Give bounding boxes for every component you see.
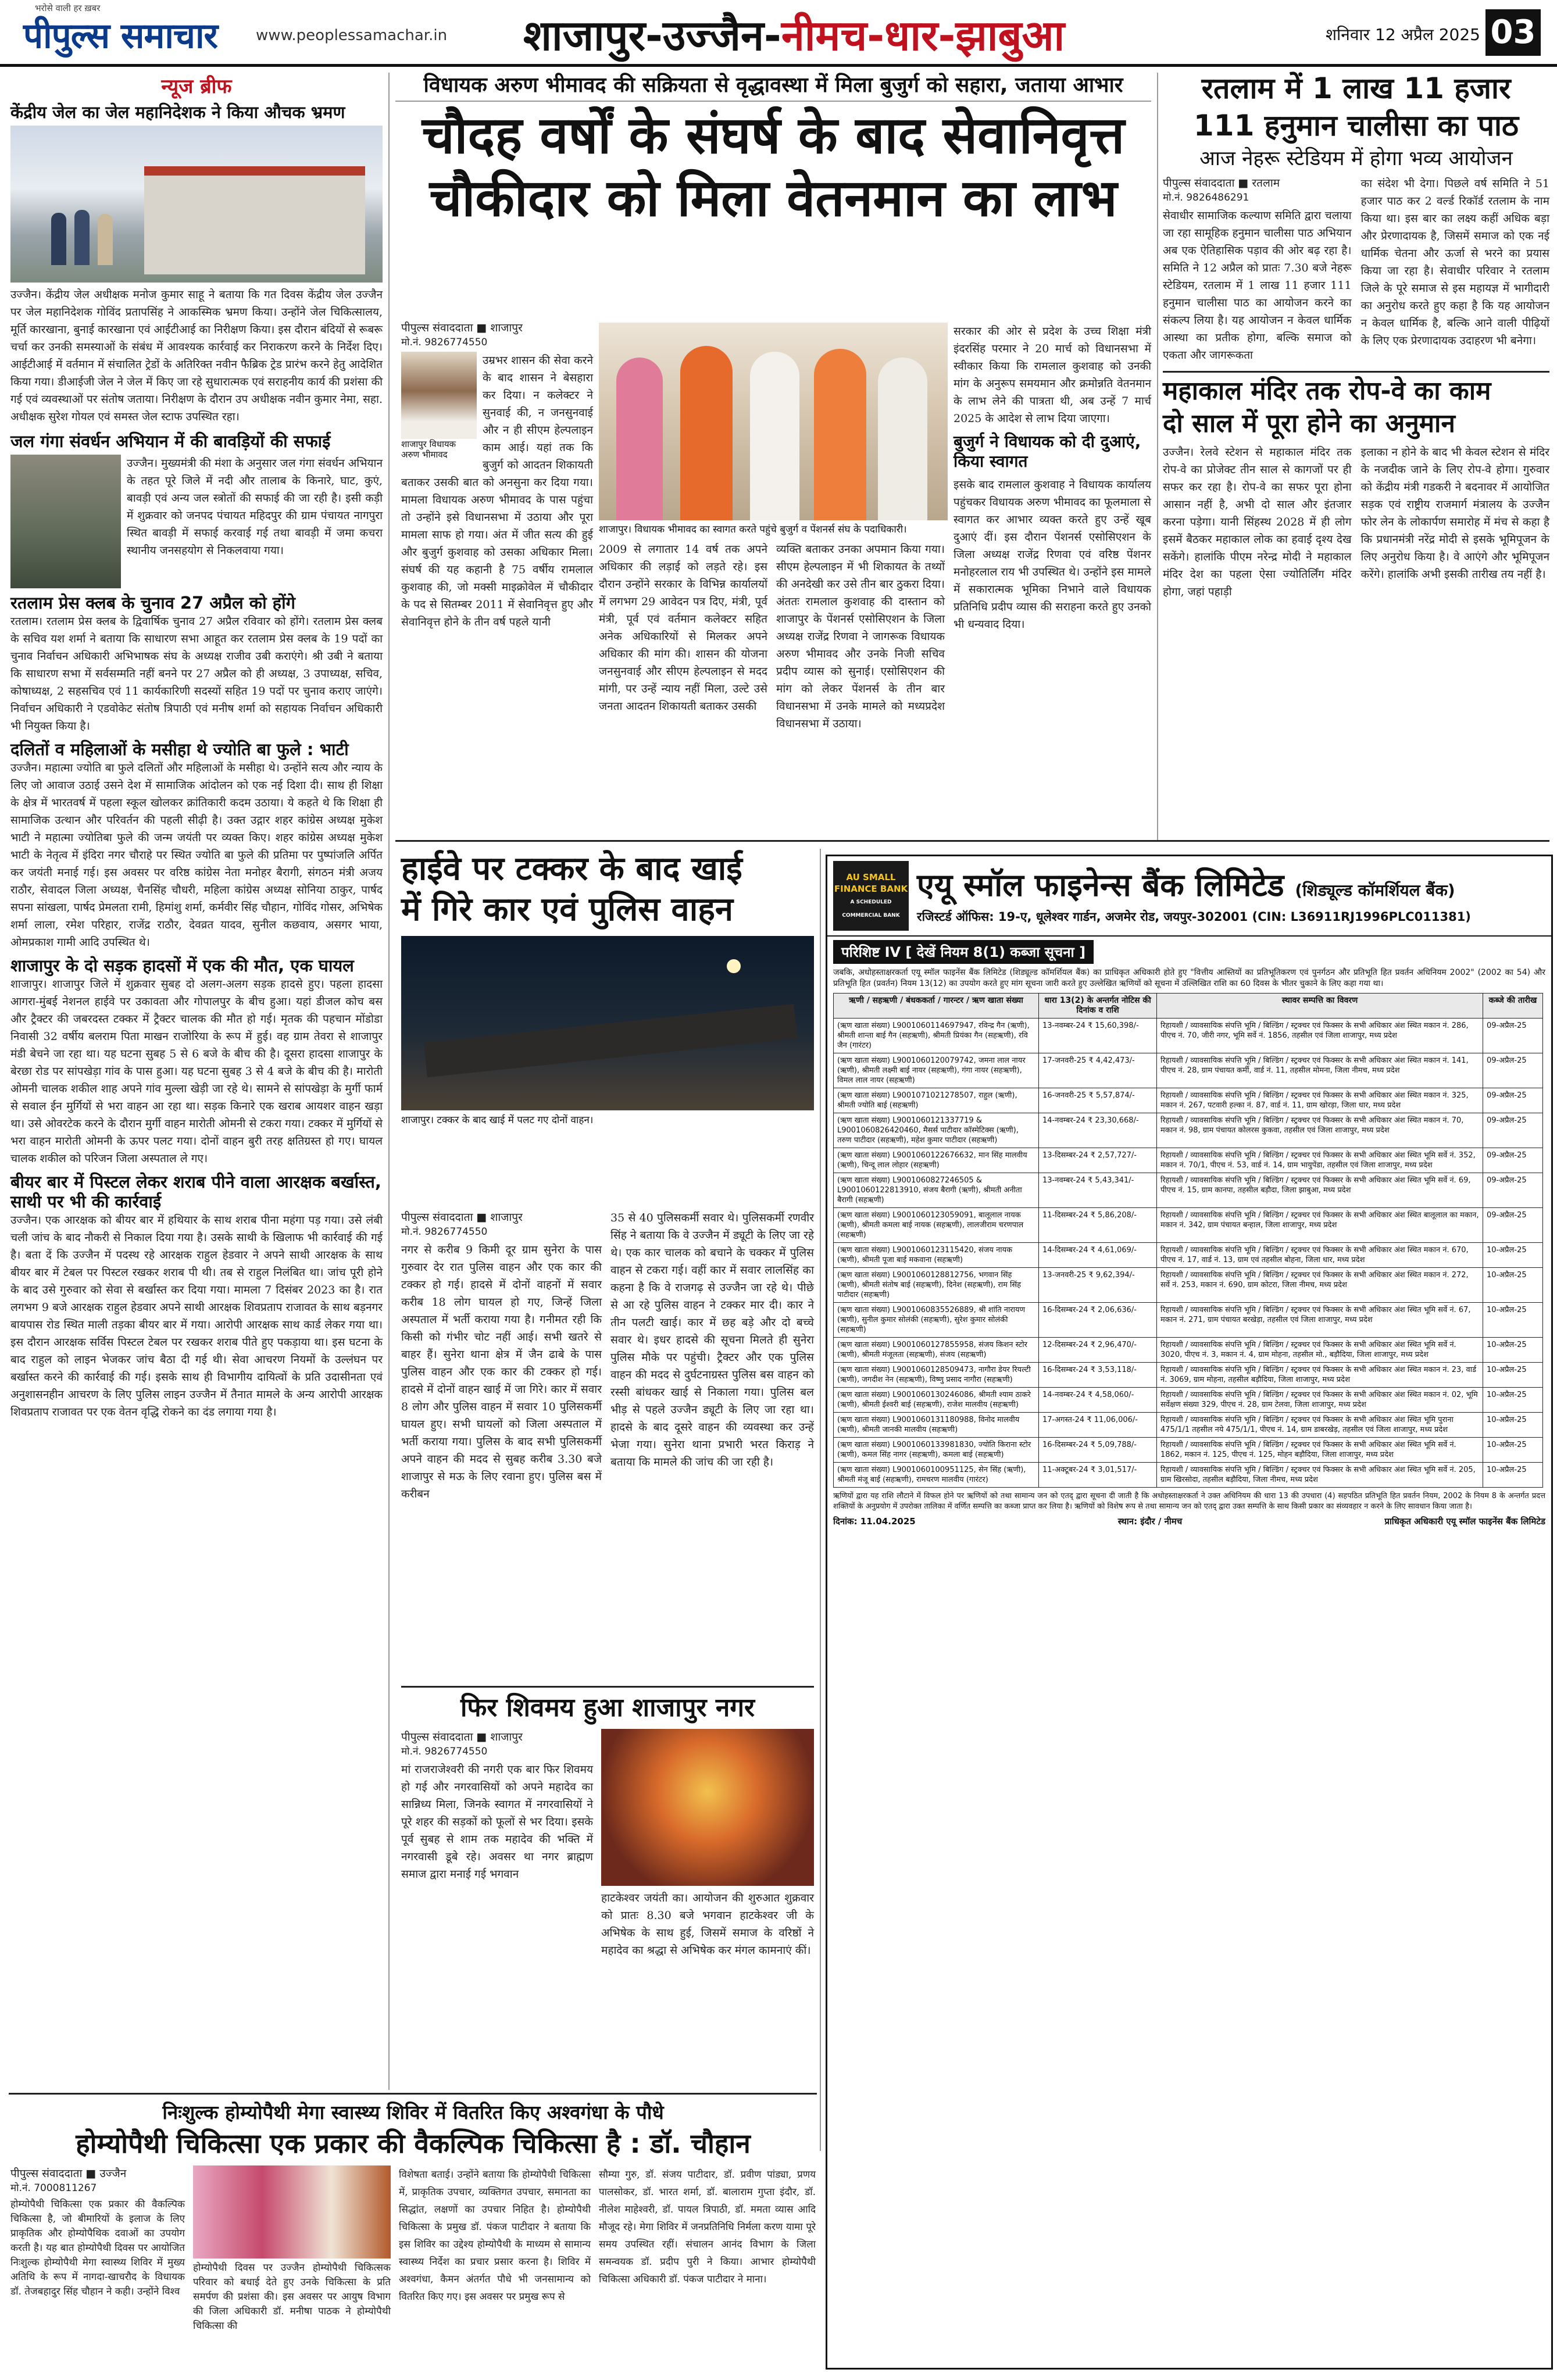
highway-column-1 [401, 1209, 602, 1503]
lead-body: इसके बाद रामलाल कुशवाह ने विधायक कार्यालय पहुंचकर विधायक अरुण भीमावद का फूलमाला से स्वागत कर आभार व्यक्त करते हुए उन्हें खूब दुआएं दीं। इस दौरान पेंशनर्स एसोसिएशन के जिला अध्यक्ष राजेंद्र रिणवा एवं वरिष्ठ पेंशनर मनोहरलाल राय भी उपस्थित थे। उन्होंने इस मामले में सकारात्मक भूमिका निभाने वाले विधायक प्रतिनिधि प्रदीप व्यास की सराहना करते हुए उनको भी धन्यवाद दिया। [954, 478, 1151, 631]
lead-headline-line2[interactable]: चौकीदार को मिला वेतनमान का लाभ [429, 168, 1117, 228]
ropeway-body: उज्जैन। रेलवे स्टेशन से महाकाल मंदिर तक रोप-वे का प्रोजेक्ट तीन साल से कागजों पर ही सफर कर रहा है। रोप-वे का सफर पूरा होना आसान नहीं है, अभी दो साल और इंतजार करना पड़ेगा। यानी सिंहस्थ 2028 में ही लोग इसमें बैठकर महाकाल लोक का हवाई दृश्य देख सकेंगे। हालांकि पीएम नरेन्द्र मोदी ने महाकाल मंदिर देश का पहला ऐसा ज्योतिर्लिंग मंदिर होगा, जहां पहाड़ी [1163, 446, 1352, 598]
bank-title [917, 867, 1545, 909]
bank-registered-office: रजिस्टर्ड ऑफिस: 19-ए, धूलेश्वर गार्डन, अजमेर रोड, जयपुर-302001 (CIN: L36911RJ1996PLC011381) [917, 909, 1471, 924]
person-figure-icon [814, 349, 866, 520]
bank-table-cell: रिहायशी / व्यावसायिक संपत्ति भूमि / बिल्डिंग / स्ट्रक्चर एवं फिक्सर के सभी अधिकार अंश स्थित मकान नं. 670, पीएच नं. 17, वार्ड नं. 13, ग्राम एवं तहसील बोहना, जिला धार, मध्य प्रदेश [1157, 1243, 1483, 1268]
bank-table-cell: (ऋण खाता संख्या) L9001060131180988, विनोद मालवीय (ऋणी), श्रीमती जानकी मालवीय (सहऋणी) [834, 1413, 1039, 1438]
lead-body: सरकार की ओर से प्रदेश के उच्च शिक्षा मंत्री इंदरसिंह परमार ने 20 मार्च को विधानसभा में स्वीकार किया कि रामलाल कुशवाह को उनकी मांग के अनुरूप समयमान और क्रमोन्नति वेतनमान के लाभ लेने की पात्रता थी, अब उन्हें 7 मार्च 2025 के आदेश से लाभ दिया जाएगा। [954, 325, 1151, 425]
bank-table-cell: 13-नवम्बर-24 ₹ 5,43,341/- [1039, 1173, 1157, 1208]
bank-table-row [834, 1148, 1543, 1173]
website-url[interactable]: www.peoplessamachar.in [256, 27, 448, 44]
bank-table-cell: 12-दिसम्बर-24 ₹ 2,96,470/- [1039, 1338, 1157, 1363]
highway-photo-caption: शाजापुर। टक्कर के बाद खाई में पलट गए दोनों वाहन। [401, 1113, 814, 1126]
shivamay-byline: पीपुल्स संवाददाता ■ शाजापुर [401, 1731, 523, 1743]
lead-story [395, 70, 1151, 230]
bank-table-cell: 13-दिसम्बर-24 ₹ 2,57,727/- [1039, 1148, 1157, 1173]
bank-table-cell: 16-दिसम्बर-24 ₹ 5,09,788/- [1039, 1438, 1157, 1463]
logo-tagline: भरोसे वाली हर ख़बर [35, 3, 101, 13]
bank-table-cell: 09-अप्रैल-25 [1483, 1019, 1543, 1053]
bank-date: दिनांक: 11.04.2025 [833, 1516, 916, 1527]
mla-photo [401, 352, 477, 439]
bank-table-cell: 10-अप्रैल-25 [1483, 1303, 1543, 1338]
hanuman-byline: पीपुल्स संवाददाता ■ रतलाम [1163, 177, 1280, 190]
lead-column-3 [776, 541, 945, 732]
bank-table-cell: रिहायशी / व्यावसायिक संपत्ति भूमि / बिल्डिंग / स्ट्रक्चर एवं फिक्सर के सभी अधिकार अंश स्थित मकान नं. 272, सर्वे नं. 253, मकान नं. 690, ग्राम कोटरा, जिला नीमच, मध्य प्रदेश [1157, 1268, 1483, 1303]
bank-table-cell: (ऋण खाता संख्या) L9001060121337719 & L9001060826420460, मैसर्स पाटीदार कॉस्मेटिक्स (ऋणी), तरुण पाटीदार (सहऋणी), महेश कुमार पाटीदार (सहऋणी) [834, 1113, 1039, 1148]
bank-signatory: प्राधिकृत अधिकारी एयू स्मॉल फाइनेंस बैंक लिमिटेड [1384, 1516, 1545, 1527]
column-rule [1157, 73, 1158, 840]
lead-column-4 [954, 323, 1151, 633]
bank-logo [833, 861, 909, 931]
bank-table-cell: (ऋण खाता संख्या) L9001060123115420, संजय नायक (ऋणी), श्रीमती पूजा बाई मकवाना (सहऋणी) [834, 1243, 1039, 1268]
bank-place: स्थान: इंदौर / नीमच [1117, 1516, 1183, 1527]
hanuman-body: सेवाधीर सामाजिक कल्याण समिति द्वारा चलाया जा रहा सामूहिक हनुमान चालीसा पाठ अभियान अब एक ऐतिहासिक पड़ाव की ओर बढ़ रहा है। समिति ने 12 अप्रैल को प्रातः 7.30 बजे नेहरू स्टेडियम, रतलाम में 1 लाख 11 हजार 111 हनुमान चालीसा पाठ का आयोजन करने का संकल्प लिया है। यह आयोजन न केवल धार्मिक आस्था का प्रतीक होगा, बल्कि समाज को एकता और जागरूकता [1163, 209, 1352, 362]
lead-column-1 [401, 320, 593, 631]
bank-table-cell: 10-अप्रैल-25 [1483, 1268, 1543, 1303]
person-figure-icon [750, 352, 799, 520]
bank-table-cell: रिहायशी / व्यावसायिक संपत्ति भूमि / बिल्डिंग / स्ट्रक्चर एवं फिक्सर के सभी अधिकार अंश स्थित मकान नं. 02, भूमि सर्वेक्षण संख्या 329, पीएच नं. 28, ग्राम टेलवा, जिला शाजापुर, मध्य प्रदेश [1157, 1388, 1483, 1413]
homeopathy-body: होम्योपैथी चिकित्सा एक प्रकार की वैकल्पिक चिकित्सा है, जो बीमारियों के इलाज के लिए प्राकृतिक और होम्योपैथिक दवाओं का उपयोग करती है। यह बात होम्योपैथी दिवस पर आयोजित निःशुल्क होम्योपैथी मेगा स्वास्थ्य शिविर में मुख्य अतिथि के रूप में नागदा-खाचरौद के विधायक डॉ. तेजबहादुर सिंह चौहान ने कही। उन्होंने विश्व [10, 2199, 185, 2297]
section-label: न्यूज ब्रीफ [161, 75, 232, 98]
bank-logo-sub: A SCHEDULED COMMERCIAL BANK [842, 899, 900, 919]
accident-photo [401, 936, 814, 1110]
stepwell-photo [10, 455, 121, 588]
light-icon [727, 959, 741, 973]
hanuman-subhead: आज नेहरू स्टेडियम में होगा भव्य आयोजन [1199, 147, 1513, 170]
bank-header [827, 856, 1551, 937]
bank-table-cell: (ऋण खाता संख्या) L9001060127855958, संजय किशन स्टोर (ऋणी), श्रीमती मंजूलता (सहऋणी), संजय (सहऋणी) [834, 1338, 1039, 1363]
highway-body: 35 से 40 पुलिसकर्मी सवार थे। पुलिसकर्मी रणवीर सिंह ने बताया कि वे उज्जैन में ड्यूटी के लिए जा रहे थे। एक कार चालक को बचाने के चक्कर में पुलिस वाहन से टकरा गई। वहीं कार में सवार लालसिंह का कहना है कि वे राजगढ़ से उज्जैन जा रहे थे। पीछे से आ रहे पुलिस वाहन ने टक्कर मार दी। कार ने तीन पलटी खाई। कार में छह बड़े और दो बच्चे सवार थे। इधर हादसे की सूचना मिलते ही सुनेरा पुलिस मौके पर पहुंची। ट्रैक्टर और एक पुलिस वाहन की मदद से दुर्घटनाग्रस्त पुलिस बस वाहन को रस्सी बांधकर खाई से निकाला गया। पुलिस बल भीड़ से पहले उज्जैन ड्यूटी के लिए जा रहा था। हादसे के बाद दूसरे वाहन की व्यवस्था कर उन्हें भेजा गया। सुनेरा थाना प्रभारी भरत किराड़ ने बताया कि मामले की जांच की जा रही है। [610, 1212, 814, 1468]
bank-table-row [834, 1208, 1543, 1243]
column-rule [388, 73, 390, 2090]
bank-table-header-row [834, 994, 1543, 1019]
bank-table-cell: 10-अप्रैल-25 [1483, 1338, 1543, 1363]
bank-table-cell: 09-अप्रैल-25 [1483, 1173, 1543, 1208]
homeopathy-story [10, 2099, 816, 2333]
bank-intro: जबकि, अधोहस्ताक्षरकर्ता एयू स्मॉल फाइनेंस बैंक लिमिटेड (शिड्यूल्ड कॉमर्शियल बैंक) का प्राधिकृत अधिकारी होते हुए "वित्तीय आस्तियों का प्रतिभूतिकरण एवं पुनर्गठन और प्रतिभूति हित प्रवर्तन अधिनियम 2002" (2002 का 54) और प्रतिभूति हित (प्रवर्तन) नियम 13(12) का उपयोग करते हुए मांग सूचना जारी करते हुए उल्लेखित ऋणियों को सूचना में उल्लिखित राशि का 60 दिवस के भीतर चुकाने के लिए कहा गया था। [833, 968, 1545, 988]
homeopathy-mobile: मो.नं. 7000811267 [10, 2182, 97, 2194]
brief-body: उज्जैन। मुख्यमंत्री की मंशा के अनुसार जल गंगा संवर्धन अभियान के तहत पूरे जिले में नदी और तालाब के किनारे, घाट, कुएं, बावड़ी एवं अन्य जल स्त्रोतों की सफाई की जा रही है। इसी कड़ी में शुक्रवार को जनपद पंचायत महिदपुर की ग्राम पंचायत नागपुरा स्थित बावड़ी में सफाई करवाई गई तथा बावड़ी में जमा कचरा स्थानीय जनसहयोग से निकलवाया गया। [127, 457, 383, 557]
section-divider [395, 840, 1549, 842]
bank-table-cell: 10-अप्रैल-25 [1483, 1463, 1543, 1488]
section-divider [401, 1686, 814, 1688]
bank-table-cell: (ऋण खाता संख्या) L9001060122676632, मान सिंह मालवीय (ऋणी), चिन्दू लाल लोहार (सहऋणी) [834, 1148, 1039, 1173]
bank-table-cell: (ऋण खाता संख्या) L9001060120079742, जमना लाल नायर (ऋणी), श्रीमती लक्ष्मी बाई नायर (सहऋणी), गंगा नायर (सहऋणी), विमल लाल नायर (सहऋणी) [834, 1053, 1039, 1088]
bank-table-cell: 10-अप्रैल-25 [1483, 1438, 1543, 1463]
lead-headline-line1[interactable]: चौदह वर्षों के संघर्ष के बाद सेवानिवृत्त [422, 105, 1125, 165]
homeopathy-kicker: निःशुल्क होम्योपैथी मेगा स्वास्थ्य शिविर में वितरित किए अश्वगंधा के पौधे [162, 2101, 664, 2124]
bank-table-cell: 10-अप्रैल-25 [1483, 1363, 1543, 1388]
jail-visit-photo [10, 126, 383, 283]
lead-byline: पीपुल्स संवाददाता ■ शाजापुर [401, 321, 523, 334]
lead-photo [599, 323, 948, 520]
shivamay-body: मां राजराजेश्वरी की नगरी एक बार फिर शिवमय हो गई और नगरवासियों को अपने महादेव का सान्निध्य मिला, जिनके स्वागत में नगरवासियों ने पूरे शहर की सड़कों को फूलों से भर दिया। इसके पूर्व सुबह से शाम तक महादेव की भक्ति में नगरवासी डूबे रहे। अवसर था नगर ब्राह्मण समाज द्वारा मनाई गई भगवान [401, 1763, 593, 1881]
homeopathy-body [599, 2165, 816, 2333]
bank-table-row [834, 1113, 1543, 1148]
hanuman-headline-line1[interactable]: रतलाम में 1 लाख 11 हजार [1201, 72, 1511, 105]
page-number: 03 [1485, 9, 1541, 56]
shivamay-columns [401, 1729, 814, 1959]
shivamay-column-2 [601, 1729, 814, 1959]
bank-table-cell: 09-अप्रैल-25 [1483, 1088, 1543, 1113]
homeopathy-column-1 [10, 2165, 185, 2333]
brief2-row [10, 455, 383, 588]
masthead [0, 0, 1557, 67]
bank-table-cell: 16-जनवरी-25 ₹ 5,57,874/- [1039, 1088, 1157, 1113]
bank-table-row [834, 1019, 1543, 1053]
bank-table-cell: (ऋण खाता संख्या) L9001071021278507, राहुल (ऋणी), श्रीमती ज्योति बाई (सहऋणी) [834, 1088, 1039, 1113]
bank-table-cell: 09-अप्रैल-25 [1483, 1113, 1543, 1148]
shivamay-mobile: मो.नं. 9826774550 [401, 1746, 488, 1757]
bank-table-cell: (ऋण खाता संख्या) L9001060128509473, नागौरा डेयर रियल्टी (ऋणी), जगदीश नेन (सहऋणी), विष्णु प्रसाद नागौरा (सहऋणी) [834, 1363, 1039, 1388]
brief-body: उज्जैन। महात्मा ज्योति बा फुले दलितों और महिलाओं के मसीहा थे। उन्होंने सत्य और न्याय के लिए जो आवाज उठाई उसने देश में सामाजिक आंदोलन को एक नई दिशा दी। साथ ही शिक्षा के क्षेत्र में भारतवर्ष में पहला स्कूल खोलकर क्रांतिकारी कदम उठाया। ये कहते थे कि शिक्षा ही सामाजिक उत्थान और परिवर्तन की पहली सीढ़ी है। उक्त उद्गार शहर कांग्रेस अध्यक्ष मुकेश भाटी ने महात्मा ज्योतिबा फुले की जन्म जयंती पर व्यक्त किए। शहर कांग्रेस अध्यक्ष मुकेश भाटी के नेतृत्व में इंदिरा नगर चौराहे पर स्थित ज्योति बा फुले की प्रतिमा पर पुष्पांजलि अर्पित कर जयंती मनाई गई। इस अवसर पर वरिष्ठ कांग्रेस नेता मनोहर बैरागी, संगठन मंत्री अजय राठौर, सेवादल जिला अध्यक्ष, चैनसिंह चौधरी, महिला कांग्रेस अध्यक्ष सोनिया ठाकुर, पार्षद सपना सांखला, पार्षद प्रेमलता रामी, हिमांशु शर्मा, कर्मवीर सिंह चौहान, गोविंद गोसर, अभिषेक शर्मा लाला, रमेश परिहार, राजेंद्र राठौर, देवव्रत यादव, सुनील कछवाय, असगर भाया, ओमप्रकाश गामी आदि उपस्थित थे। [10, 762, 383, 949]
edition-date: शनिवार 12 अप्रैल 2025 [1326, 25, 1481, 44]
bank-table-cell: 11-अक्टूबर-24 ₹ 3,01,517/- [1039, 1463, 1157, 1488]
hanuman-mobile: मो.नं. 9826486291 [1163, 192, 1249, 203]
hanuman-column-2 [1361, 175, 1550, 364]
highway-column-2 [610, 1209, 814, 1471]
page-title-black: शाजापुर-उज्जैन- [523, 11, 781, 60]
bank-table-header: धारा 13(2) के अन्तर्गत नोटिस की दिनांक व राशि [1039, 994, 1157, 1019]
newspaper-logo[interactable]: पीपुल्स समाचार [23, 16, 218, 56]
person-figure-icon [616, 358, 663, 520]
bank-table-row [834, 1438, 1543, 1463]
person-figure-icon [98, 214, 113, 265]
brief-body: उज्जैन। केंद्रीय जेल अधीक्षक मनोज कुमार साहू ने बताया कि गत दिवस केंद्रीय जेल उज्जैन पर जेल महानिदेशक गोविंद प्रतापसिंह ने आकस्मिक भ्रमण किया। उन्होंने जेल चिकित्सालय, मूर्ति कारखाना, बुनाई कारखाना एवं आईटीआई का निरीक्षण किया। इस दौरान बंदियों से रूबरू चर्चा कर उनकी समस्याओं के संबंध में आवश्यक कार्रवाई कर निराकरण करने के निर्देश दिए। आईटीआई में वर्तमान में संचालित ट्रेडों के अतिरिक्त नवीन फैब्रिक ट्रेड प्रारंभ करने हेतु आदेशित किया गया। डीआईजी जेल ने जेल में किए जा रहे सुधारात्मक एवं सराहनीय कार्य की प्रशंसा की गई एवं व्यवस्थाओं पर संतोष जताया। निरीक्षण के दौरान उप अधीक्षक नवीन कुमार नेमा, सहा. अधीक्षक सुरेश गोयल एवं समस्त जेल स्टाफ उपस्थित रहा। [10, 288, 383, 423]
bank-table-cell: 14-नवम्बर-24 ₹ 23,30,668/- [1039, 1113, 1157, 1148]
homeopathy-photo [193, 2165, 391, 2259]
bank-table-cell: 16-दिसम्बर-24 ₹ 3,53,118/- [1039, 1363, 1157, 1388]
bank-table-cell: (ऋण खाता संख्या) L9001060133981830, ज्योति किराना स्टोर (ऋणी), कमल सिंह नागर (सहऋणी), कमला बाई (सहऋणी) [834, 1438, 1039, 1463]
bank-table-cell: रिहायशी / व्यावसायिक संपत्ति भूमि / बिल्डिंग / स्ट्रक्चर एवं फिक्सर के सभी अधिकार अंश स्थित भूमि सर्वे नं. 205, ग्राम खिरसोदा, तहसील बड़ौदिया, जिला नीमच, मध्य प्रदेश [1157, 1463, 1483, 1488]
highway-headline-line1[interactable]: हाईवे पर टक्कर के बाद खाई [401, 850, 742, 888]
bank-table-cell: 13-जनवरी-25 ₹ 9,62,394/- [1039, 1268, 1157, 1303]
bank-title-sub: (शिड्यूल्ड कॉमर्शियल बैंक) [1295, 880, 1455, 900]
bank-table-row [834, 1053, 1543, 1088]
hanuman-column-1 [1163, 175, 1352, 364]
shivamay-body: हाटकेश्वर जयंती का। आयोजन की शुरुआत शुक्रवार को प्रातः 8.30 बजे भगवान हाटकेश्वर जी के अभिषेक के साथ हुई, जिसमें समाज के वरिष्ठों ने महादेव का श्रद्धा से अभिषेक कर मंगल कामनाएं कीं। [601, 1892, 814, 1957]
bank-table-cell: रिहायशी / व्यावसायिक संपत्ति भूमि / बिल्डिंग / स्ट्रक्चर एवं फिक्सर के सभी अधिकार अंश स्थित भूमि सर्वे नं. 352, मकान नं. 70/1, पीएच नं. 53, वार्ड नं. 14, ग्राम भायुपेंडा, तहसील एवं जिला शाजापुर, मध्य प्रदेश [1157, 1148, 1483, 1173]
homeopathy-columns [10, 2165, 816, 2333]
brief-headline[interactable]: दलितों व महिलाओं के मसीहा थे ज्योति बा फुले : भाटी [10, 739, 349, 759]
bank-table-row [834, 1088, 1543, 1113]
brief-headline[interactable]: केंद्रीय जेल का जेल महानिदेशक ने किया औचक भ्रमण [10, 102, 345, 122]
bank-title-block [917, 867, 1545, 925]
bank-notice [826, 855, 1553, 2370]
person-figure-icon [74, 210, 90, 265]
bank-table-row [834, 1243, 1543, 1268]
bank-table-cell: 13-नवम्बर-24 ₹ 15,60,398/- [1039, 1019, 1157, 1053]
ropeway-body: इलाका न होने के बाद भी केवल स्टेशन से मंदिर के नजदीक जाने के लिए रोप-वे होगा। गुरुवार को केंद्रीय मंत्री गडकरी ने बदनावर में आयोजित सड़क एवं राष्ट्रीय राजमार्ग मंत्रालय के उज्जैन फोर लेन के लोकार्पण समारोह में मंच से कहा है कि प्रधानमंत्री नरेंद्र मोदी से इसके भूमिपूजन के लिए अनुरोध किया है। वे आएंगे और भूमिपूजन करेंगे। हालांकि अभी इसकी तारीख तय नहीं है। [1360, 446, 1549, 581]
bank-table-cell: 17-जनवरी-25 ₹ 4,42,473/- [1039, 1053, 1157, 1088]
bank-table-row [834, 1363, 1543, 1388]
bank-table-cell: रिहायशी / व्यावसायिक संपत्ति भूमि / बिल्डिंग / स्ट्रक्चर एवं फिक्सर के सभी अधिकार अंश स्थित मकान नं. 23, वार्ड नं. 3069, ग्राम मोहना, तहसील बड़ौदिया, जिला शाजापुर, मध्य प्रदेश [1157, 1363, 1483, 1388]
section-divider [9, 2093, 817, 2095]
lead-photo-caption: शाजापुर। विधायक भीमावद का स्वागत करते पहुंचे बुजुर्ग व पेंशनर्स संघ के पदाधिकारी। [599, 522, 948, 535]
bank-table-cell: 09-अप्रैल-25 [1483, 1053, 1543, 1088]
bank-table-row [834, 1463, 1543, 1488]
person-figure-icon [680, 346, 733, 520]
bank-table-row [834, 1173, 1543, 1208]
hanuman-story [1163, 70, 1549, 601]
bank-table-header: कब्जे की तारीख [1483, 994, 1543, 1019]
highway-story [401, 849, 814, 1126]
bank-table-cell: 10-अप्रैल-25 [1483, 1243, 1543, 1268]
bank-table-cell: रिहायशी / व्यावसायिक संपत्ति भूमि / बिल्डिंग / स्ट्रक्चर एवं फिक्सर के सभी अधिकार अंश स्थित मकान नं. 70, मकान नं. 98, ग्राम पंचायत कोलरस कुकवा, तहसील एवं जिला शाजापुर, मध्य प्रदेश [1157, 1113, 1483, 1148]
brief-headline[interactable]: जल गंगा संवर्धन अभियान में की बावड़ियों की सफाई [10, 431, 331, 451]
bank-table-row [834, 1388, 1543, 1413]
bank-table-cell: रिहायशी / व्यावसायिक संपत्ति भूमि / बिल्डिंग / स्ट्रक्चर एवं फिक्सर के सभी अधिकार अंश स्थित मकान नं. 141, पीएच नं. 28, ग्राम पंचायत कर्मी, वार्ड नं. 11, तहसील मोमना, जिला नीमच, मध्य प्रदेश [1157, 1053, 1483, 1088]
homeopathy-body [399, 2165, 591, 2333]
column-rule [820, 849, 821, 2151]
lead-body: 2009 से लगातार 14 वर्ष तक अपने अधिकार की लड़ाई को लड़ते रहे। इस दौरान उन्होंने सरकार के विभिन्न कार्यालयों में लगभग 29 आवेदन पत्र दिए, मंत्री, पूर्व मंत्री, पूर्व एवं वर्तमान कलेक्टर सहित अनेक अधिकारियों से मिलकर अपने अधिकार की मांग की। शासन की योजना जनसुनवाई और सीएम हेल्पलाइन से मदद मांगी, पर उन्हें न्याय नहीं मिला, उल्टे उसे जनता आदतन शिकायती बताकर उसकी [599, 543, 767, 713]
homeopathy-column-2 [193, 2165, 391, 2333]
bank-notice-table [833, 993, 1543, 1488]
highway-headline-line2[interactable]: में गिरे कार एवं पुलिस वाहन [401, 891, 734, 928]
bank-table-row [834, 1338, 1543, 1363]
bank-table-header: स्थावर सम्पत्ति का विवरण [1157, 994, 1483, 1019]
mla-portrait [401, 352, 477, 460]
lead-body: व्यक्ति बताकर उनका अपमान किया गया। सीएम हेल्पलाइन में भी शिकायत के तथ्यों की अनदेखी कर उसे तीन बार ठुकरा दिया। अंततः रामलाल कुशवाह की दास्तान को शाजापुर के पेंशनर्स एसोसिएशन के जिला अध्यक्ष राजेंद्र रिणवा ने जागरूक विधायक अरुण भीमावद और उनके निजी सचिव प्रदीप व्यास को सुनाई। एसोसिएशन की मांग को लेकर पेंशनर्स के तीन बार विधानसभा में उनके मामले को मध्यप्रदेश विधानसभा में उठाया। [776, 543, 945, 730]
bank-table-cell: (ऋण खाता संख्या) L9001060128812756, भगवान सिंह (ऋणी), श्रीमती संतोष बाई (सहऋणी), दिनेश (सहऋणी), राम सिंह पाटीदार (सहऋणी) [834, 1268, 1039, 1303]
bank-table-cell: रिहायशी / व्यावसायिक संपत्ति भूमि / बिल्डिंग / स्ट्रक्चर एवं फिक्सर के सभी अधिकार अंश स्थित भूमि सर्वे नं. 3020, पीएच नं. 3, मकान नं. 4, ग्राम मोहना, तहसील मो., बड़ौदिया, जिला शाजापुर, मध्य प्रदेश [1157, 1338, 1483, 1363]
bank-table-cell: रिहायशी / व्यावसायिक संपत्ति भूमि / बिल्डिंग / स्ट्रक्चर एवं फिक्सर के सभी अधिकार अंश स्थित मकान नं. 286, पीएच नं. 70, जीरी नगर, भूमि सर्वे नं. 1856, तहसील एवं जिला शाजापुर, मध्य प्रदेश [1157, 1019, 1483, 1053]
page-title-red: नीमच-धार-झाबुआ [781, 11, 1065, 60]
bank-footer: ऋणियों द्वारा यह राशि लौटाने में विफल होने पर ऋणियों को तथा सामान्य जन को एतद् द्वारा सूचना दी जाती है कि अधोहस्ताक्षरकर्ता ने उक्त अधिनियम की धारा 13 की उपधारा (4) सहपठित प्रतिभूति हित प्रवर्तन नियम, 2002 के नियम 8 के अन्तर्गत प्रदत्त शक्तियों के अनुप्रयोग में उपरोक्त तालिका में वर्णित सम्पत्ति का कब्जा प्राप्त कर लिया है। ऋणियों को विशेष रूप से तथा सामान्य जन को एतद् द्वारा उक्त सम्पत्ति के साथ किसी प्रकार का संव्यवहार न करने के लिए सावधान किया जाता है। [833, 1492, 1545, 1511]
highway-body: नगर से करीब 9 किमी दूर ग्राम सुनेरा के पास गुरुवार देर रात पुलिस वाहन और एक कार की टक्कर हो गई। हादसे में दोनों वाहनों में सवार करीब 18 लोग घायल हो गए, जिन्हें जिला अस्पताल में भर्ती कराया गया है। गनीमत रही कि किसी को गंभीर चोट नहीं आई। सभी खतरे से बाहर हैं। सुनेरा थाना क्षेत्र में जैन ढाबे के पास पुलिस वाहन और एक कार की टक्कर हो गई। हादसे में दोनों वाहन खाई में जा गिरे। कार में सवार 8 लोग और पुलिस वाहन में सवार 10 पुलिसकर्मी घायल हुए। सभी घायलों को जिला अस्पताल में भर्ती कराया गया। पुलिस के बाद सभी पुलिसकर्मी अपने वाहन की मदद से सुबह करीब 3.30 बजे शाजापुर से मऊ के लिए रवाना हुए। पुलिस बस में करीबन [401, 1243, 602, 1500]
bank-table-row [834, 1303, 1543, 1338]
homeopathy-body-text: विशेषता बताई। उन्होंने बताया कि होम्योपैथी चिकित्सा में, प्राकृतिक उपचार, व्यक्तिगत उपचार, समानता का सिद्धांत, लक्षणों का उपचार निहित है। होम्योपैथी चिकित्सा के प्रमुख डॉ. पंकज पाटीदार ने बताया कि इस शिविर का उद्देश्य होम्योपैथी के माध्यम से सामान्य स्वास्थ्य निर्देश का प्रचार प्रसार करना है। शिविर में अश्वगंधा, कैमन अंतर्गत पौधे भी जनसामान्य को वितरित किए गए। इस अवसर पर प्रमुख रूप से [399, 2169, 591, 2303]
bank-table-cell: 16-दिसम्बर-24 ₹ 2,06,636/- [1039, 1303, 1157, 1338]
bank-table-row [834, 1268, 1543, 1303]
ropeway-headline-line2[interactable]: दो साल में पूरा होने का अनुमान [1163, 409, 1455, 438]
news-brief-column [10, 70, 383, 1421]
bank-table-cell: रिहायशी / व्यावसायिक संपत्ति भूमि / बिल्डिंग / स्ट्रक्चर एवं फिक्सर के सभी अधिकार अंश स्थित भूमि पुराना 475/1/1 तहसील नये 475/1/1, पीएच नं. 14, ग्राम डाबरखेड़, तहसील एवं जिला शाजापुर, मध्य प्रदेश [1157, 1413, 1483, 1438]
bank-table-cell: रिहायशी / व्यावसायिक संपत्ति भूमि / बिल्डिंग / स्ट्रक्चर एवं फिक्सर के सभी अधिकार अंश स्थित मकान नं. 325, मकान नं. 267, पटवारी हल्का नं. 87, वार्ड नं. 11, ग्राम खोरड़ा, जिला धार, मध्य प्रदेश [1157, 1088, 1483, 1113]
bank-table-cell: रिहायशी / व्यावसायिक संपत्ति भूमि / बिल्डिंग / स्ट्रक्चर एवं फिक्सर के सभी अधिकार अंश स्थित भूमि सर्वे नं. 69, पीएच नं. 15, ग्राम कानपा, तहसील बड़ौदा, जिला झाबुआ, मध्य प्रदेश [1157, 1173, 1483, 1208]
bank-table-cell: रिहायशी / व्यावसायिक संपत्ति भूमि / बिल्डिंग / स्ट्रक्चर एवं फिक्सर के सभी अधिकार अंश स्थित बालूलाल का मकान, मकान नं. 342, ग्राम पंचायत बन्हाल, जिला शाजापुर, मध्य प्रदेश [1157, 1208, 1483, 1243]
bank-table-cell: 14-दिसम्बर-24 ₹ 4,61,069/- [1039, 1243, 1157, 1268]
brief-body: शाजापुर। शाजापुर जिले में शुक्रवार सुबह दो अलग-अलग सड़क हादसे हुए। पहला हादसा आगरा-मुंबई नेशनल हाईवे पर उकावता और गोपालपुर के बीच हुआ। यहां डीजल कोच बस और ट्रैक्टर की जबरदस्त टक्कर में ट्रैक्टर चालक की मौत हो गई। मृतक की पहचान मोंडोडा निवासी 32 वर्षीय बलराम पिता माखन राजोरिया के रूप में हुई। वह ग्राम तेवरा से शाजापुर मंडी बेचने जा रहा था। यह घटना सुबह 5 से 6 बजे के बीच की है। दूसरा हादसा शाजापुर के बेरछा रोड पर सांपखेड़ा गांव के पास हुआ। यह घटना सुबह 3 से 4 बजे के बीच की है। मारोती ओमनी चालक शकील शाह अपने गांव मुल्ला खेड़ी जा रहे थे। सामने से सांपखेड़ा के मुर्गी फार्म से सवाल ईन मुर्गियों से भरा वाहन आ रहा था। सड़क किनारे एक खराब आयशर वाहन खड़ा था। उसे ओवरटेक करने के दौरान मुर्गी वाहन मारोती ओमनी से टकरा गया। टक्कर में मुर्गियों से भरा वाहन मारोती ओमनी के ऊपर पलट गया। दोनों वाहन बुरी तरह क्षतिग्रस्त हो गए। घायल चालक शकील को परिजन जिला अस्पताल ले गए। [10, 978, 383, 1165]
bank-title-text: एयू स्मॉल फाइनेन्स बैंक लिमिटेड [917, 866, 1284, 903]
homeopathy-headline[interactable]: होम्योपैथी चिकित्सा एक प्रकार की वैकल्पिक चिकित्सा है : डॉ. चौहान [76, 2128, 751, 2159]
bank-table-row [834, 1413, 1543, 1438]
bank-table-cell: (ऋण खाता संख्या) L9001060130246086, श्रीमती श्याम ठाकरे (ऋणी), श्रीमती ईश्वरी बाई (सहऋणी), राजेश मालवीय (सहऋणी) [834, 1388, 1039, 1413]
page-title [523, 6, 1065, 63]
shivamay-column-1 [401, 1729, 593, 1959]
bank-table-cell: (ऋण खाता संख्या) L9001060114697947, रविन्द्र गैन (ऋणी), श्रीमती शान्ता बाई गैन (सहऋणी), श्रीमती प्रियंका गैन (सहऋणी), रवि जैन (गारंटर) [834, 1019, 1039, 1053]
bank-table-cell: रिहायशी / व्यावसायिक संपत्ति भूमि / बिल्डिंग / स्ट्रक्चर एवं फिक्सर के सभी अधिकार अंश स्थित भूमि सर्वे नं. 67, मकान नं. 271, ग्राम पंचायत बरखेड़ा, तहसील एवं जिला शाजापुर, मध्य प्रदेश [1157, 1303, 1483, 1338]
lead-body: उम्रभर शासन की सेवा करने के बाद शासन ने बेसहारा कर दिया। न कलेक्टर ने सुनवाई की, न जनसुनवाई और न ही सीएम हेल्पलाइन काम आई। यहां तक कि बुजुर्ग को आदतन शिकायती बताकर उसकी बात को अनसुना कर दिया गया। मामला विधायक अरुण भीमावद के पास पहुंचा तो उन्होंने इसे विधानसभा में उठाया और पूरा मामला साफ हो गया। अंत में जीत सत्य की हुई और बुजुर्ग कुशवाह को उसका अधिकार मिला। संघर्ष की यह कहानी है 75 वर्षीय रामलाल कुशवाह की, जो मक्सी माइक्रोवेल में चौकीदार के पद से सितम्बर 2011 में सेवानिवृत्त हुए और सेवानिवृत्त होने के तीन वर्ष पहले यानी [401, 354, 593, 628]
bank-table-cell: रिहायशी / व्यावसायिक संपत्ति भूमि / बिल्डिंग / स्ट्रक्चर एवं फिक्सर के सभी अधिकार अंश स्थित भूमि सर्वे नं. 1862, मकान नं. 125, पीएच नं. 125, मोहन बड़ौदिया, जिला शाजापुर, मध्य प्रदेश [1157, 1438, 1483, 1463]
lead-column-2 [599, 541, 767, 715]
mla-caption: शाजापुर विधायक अरुण भीमावद [401, 439, 477, 460]
person-figure-icon [878, 358, 927, 520]
brief-headline[interactable]: रतलाम प्रेस क्लब के चुनाव 27 अप्रैल को होंगे [10, 593, 295, 613]
brief-body: रतलाम। रतलाम प्रेस क्लब के द्विवार्षिक चुनाव 27 अप्रैल रविवार को होंगे। रतलाम प्रेस क्लब के सचिव यश शर्मा ने बताया कि साधारण सभा आहूत कर रतलाम प्रेस क्लब के 19 पदों का चुनाव निर्वाचन अधिकारी अभिभाषक संघ के अध्यक्ष राजीव उबी कराएंगे। श्री उबी ने बताया कि साधारण सभा में सर्वसम्मति नहीं बनने पर 27 अप्रैल को ही अध्यक्ष, 3 उपाध्यक्ष, सचिव, कोषाध्यक्ष, 2 सहसचिव एवं 11 कार्यकारिणी सदस्यों सहित 19 पदों पर चुनाव कराए जाएंगे। निर्वाचन अधिकारी ने एडवोकेट संतोष त्रिपाठी एवं मनीष शर्मा को सहायक निर्वाचन अधिकारी भी नियुक्त किया है। [10, 615, 383, 732]
bank-table-cell: (ऋण खाता संख्या) L9001060827246505 & L9001060122813910, संजय बैरागी (ऋणी), श्रीमती अनीता बैरागी (सहऋणी) [834, 1173, 1039, 1208]
homeopathy-body: होम्योपैथी दिवस पर उज्जैन होम्योपैथी चिकित्सक परिवार को बधाई देते हुए उनके चिकित्सा के प्रति समर्पण की प्रशंसा की। इस अवसर पर आयुष विभाग की जिला अधिकारी डॉ. मनीषा पाठक ने होम्योपैथी चिकित्सा की [193, 2262, 391, 2332]
bank-table-cell: 11-दिसम्बर-24 ₹ 5,86,208/- [1039, 1208, 1157, 1243]
jail-wall-shape [144, 166, 365, 274]
lead-kicker: विधायक अरुण भीमावद की सक्रियता से वृद्धावस्था में मिला बुजुर्ग को सहारा, जताया आभार [395, 70, 1151, 102]
bank-table-cell: 10-अप्रैल-25 [1483, 1388, 1543, 1413]
bank-logo-text: AU SMALL FINANCE BANK [834, 872, 908, 894]
bank-table-cell: 09-अप्रैल-25 [1483, 1148, 1543, 1173]
hanuman-columns [1163, 175, 1549, 364]
bank-table-cell: 14-नवम्बर-24 ₹ 4,58,060/- [1039, 1388, 1157, 1413]
hanuman-headline-line2[interactable]: 111 हनुमान चालीसा का पाठ [1194, 109, 1519, 142]
ropeway-headline-line1[interactable]: महाकाल मंदिर तक रोप-वे का काम [1163, 376, 1491, 406]
highway-mobile: मो.नं. 9826774550 [401, 1226, 488, 1238]
brief-headline[interactable]: शाजापुर के दो सड़क हादसों में एक की मौत, एक घायल [10, 956, 354, 975]
vehicle-shape [424, 1004, 798, 1078]
bank-table-cell: 09-अप्रैल-25 [1483, 1208, 1543, 1243]
bank-table-cell: 10-अप्रैल-25 [1483, 1413, 1543, 1438]
bank-table-cell: (ऋण खाता संख्या) L9001060100951125, सेन सिंह (ऋणी), श्रीमती मंजू बाई (सहऋणी), रामचरण मालवीय (गारंटर) [834, 1463, 1039, 1488]
hanuman-body: का संदेश भी देगा। पिछले वर्ष समिति ने 51 हजार पाठ कर 2 वर्ल्ड रिकॉर्ड रतलाम के नाम किया था। इस बार का लक्ष्य कहीं अधिक बड़ा और प्रेरणादायक है, जिसमें समाज को एक नई धार्मिक चेतना और ऊर्जा से भरने का प्रयास किया जा रहा है। सेवाधीर परिवार ने रतलाम जिले के पूरे समाज से इस महायज्ञ में भागीदारी का अनुरोध करते हुए कहा है कि यह आयोजन न केवल धार्मिक है, बल्कि आने वाली पीढ़ियों के लिए एक प्रेरणादायक उदाहरण भी बनेगा। [1360, 177, 1549, 347]
homeopathy-byline: पीपुल्स संवाददाता ■ उज्जैन [10, 2167, 127, 2180]
ropeway-story [1163, 371, 1549, 601]
homeopathy-body-text: सौम्या गुरु, डॉ. संजय पाटीदार, डॉ. प्रवीण पांड्या, प्रणय पालसोकर, डॉ. भारत शर्मा, डॉ. बालाराम गुप्ता इंदौर, डॉ. नीलेश माहेश्वरी, डॉ. पायल त्रिपाठी, डॉ. ममता व्यास आदि मौजूद रहे। मेगा शिविर में जनप्रतिनिधि निर्मला करण यामा पूरे समय उपस्थित रहीं। संचालन आनंद विभाग के जिला समन्वयक डॉ. प्रदीप पुरी ने किया। आभार होम्योपैथी चिकित्सा अधिकारी डॉ. पंकज पाटीदार ने माना। [599, 2169, 816, 2285]
lead-mobile: मो.नं. 9826774550 [401, 337, 488, 348]
lead-subhead: बुजुर्ग ने विधायक को दी दुआएं, किया स्वागत [954, 432, 1141, 471]
bank-table-cell: 17-अगस्त-24 ₹ 11,06,006/- [1039, 1413, 1157, 1438]
person-figure-icon [51, 213, 66, 265]
shivamay-headline[interactable]: फिर शिवमय हुआ शाजापुर नगर [460, 1693, 755, 1723]
brief-headline[interactable]: बीयर बार में पिस्टल लेकर शराब पीने वाला आरक्षक बर्खास्त, साथी पर भी की कार्रवाई [10, 1172, 381, 1212]
highway-byline: पीपुल्स संवाददाता ■ शाजापुर [401, 1211, 523, 1224]
shivamay-photo [601, 1729, 814, 1886]
ropeway-columns [1163, 444, 1549, 601]
bank-table-cell: (ऋण खाता संख्या) L9001060123059091, बालूलाल नायक (ऋणी), श्रीमती कमला बाई नायक (सहऋणी), लालजीराम चरणपाल (सहऋणी) [834, 1208, 1039, 1243]
bank-signature-row [827, 1516, 1551, 1527]
bank-appendix: परिशिष्ट IV [ देखें नियम 8(1) कब्जा सूचना ] [833, 940, 1094, 964]
bank-table-header: ऋणी / सहऋणी / बंधककर्ता / गारन्टर / ऋण खाता संख्या [834, 994, 1039, 1019]
bank-table-cell: (ऋण खाता संख्या) L9001060835526889, श्री शांति नारायण (ऋणी), सुनील कुमार सोलंकी (सहऋणी), सुरेश कुमार सोलंकी (सहऋणी) [834, 1303, 1039, 1338]
brief-body: उज्जैन। एक आरक्षक को बीयर बार में हथियार के साथ शराब पीना महंगा पड़ गया। उसे लंबी चली जांच के बाद नौकरी से निकाल दिया गया है। उसके साथी के खिलाफ भी कार्रवाई की गई है। बता दें कि उज्जैन में पदस्थ रहे आरक्षक राहुल हेडवार ने अपने साथी आरक्षक के साथ बीयर बार में टेबल पर पिस्टल रखकर शराब पी थी। तब से राहुल निलंबित था। जांच पूरी होने के बाद उसे गुरुवार को सेवा से बर्खास्त कर दिया गया। मामला 7 दिसंबर 2023 का है। रात लगभग 9 बजे आरक्षक राहुल हेडवार अपने साथी आरक्षक शिवप्रताप राजावत के साथ बड़नगर बायपास रोड स्थित माली तड़का बीयर बार में गया। आरोपी आरक्षक साथ कार्ड लेकर गया था। इस दौरान आरक्षक सर्विस पिस्टल टेबल पर रखकर शराब पीते हुए पकड़ाया था। इस घटना के बाद राहुल को लाइन भेजकर जांच बैठा दी गई थी। सेवा आचरण नियमों के उल्लंघन पर बर्खास्त करने की कार्रवाई की गई। इसके साथ ही विभागीय दायित्वों के प्रति उदासीनता एवं अनुशासनहीन आचरण के लिए पुलिस लाइन उज्जैन में तैनात मामले के अन्य आरोपी आरक्षक शिवप्रताप राजावत पर एक वेतन वृद्धि रोकने का दंड लगाया गया है। [10, 1214, 383, 1418]
shivamay-story [401, 1692, 814, 1959]
